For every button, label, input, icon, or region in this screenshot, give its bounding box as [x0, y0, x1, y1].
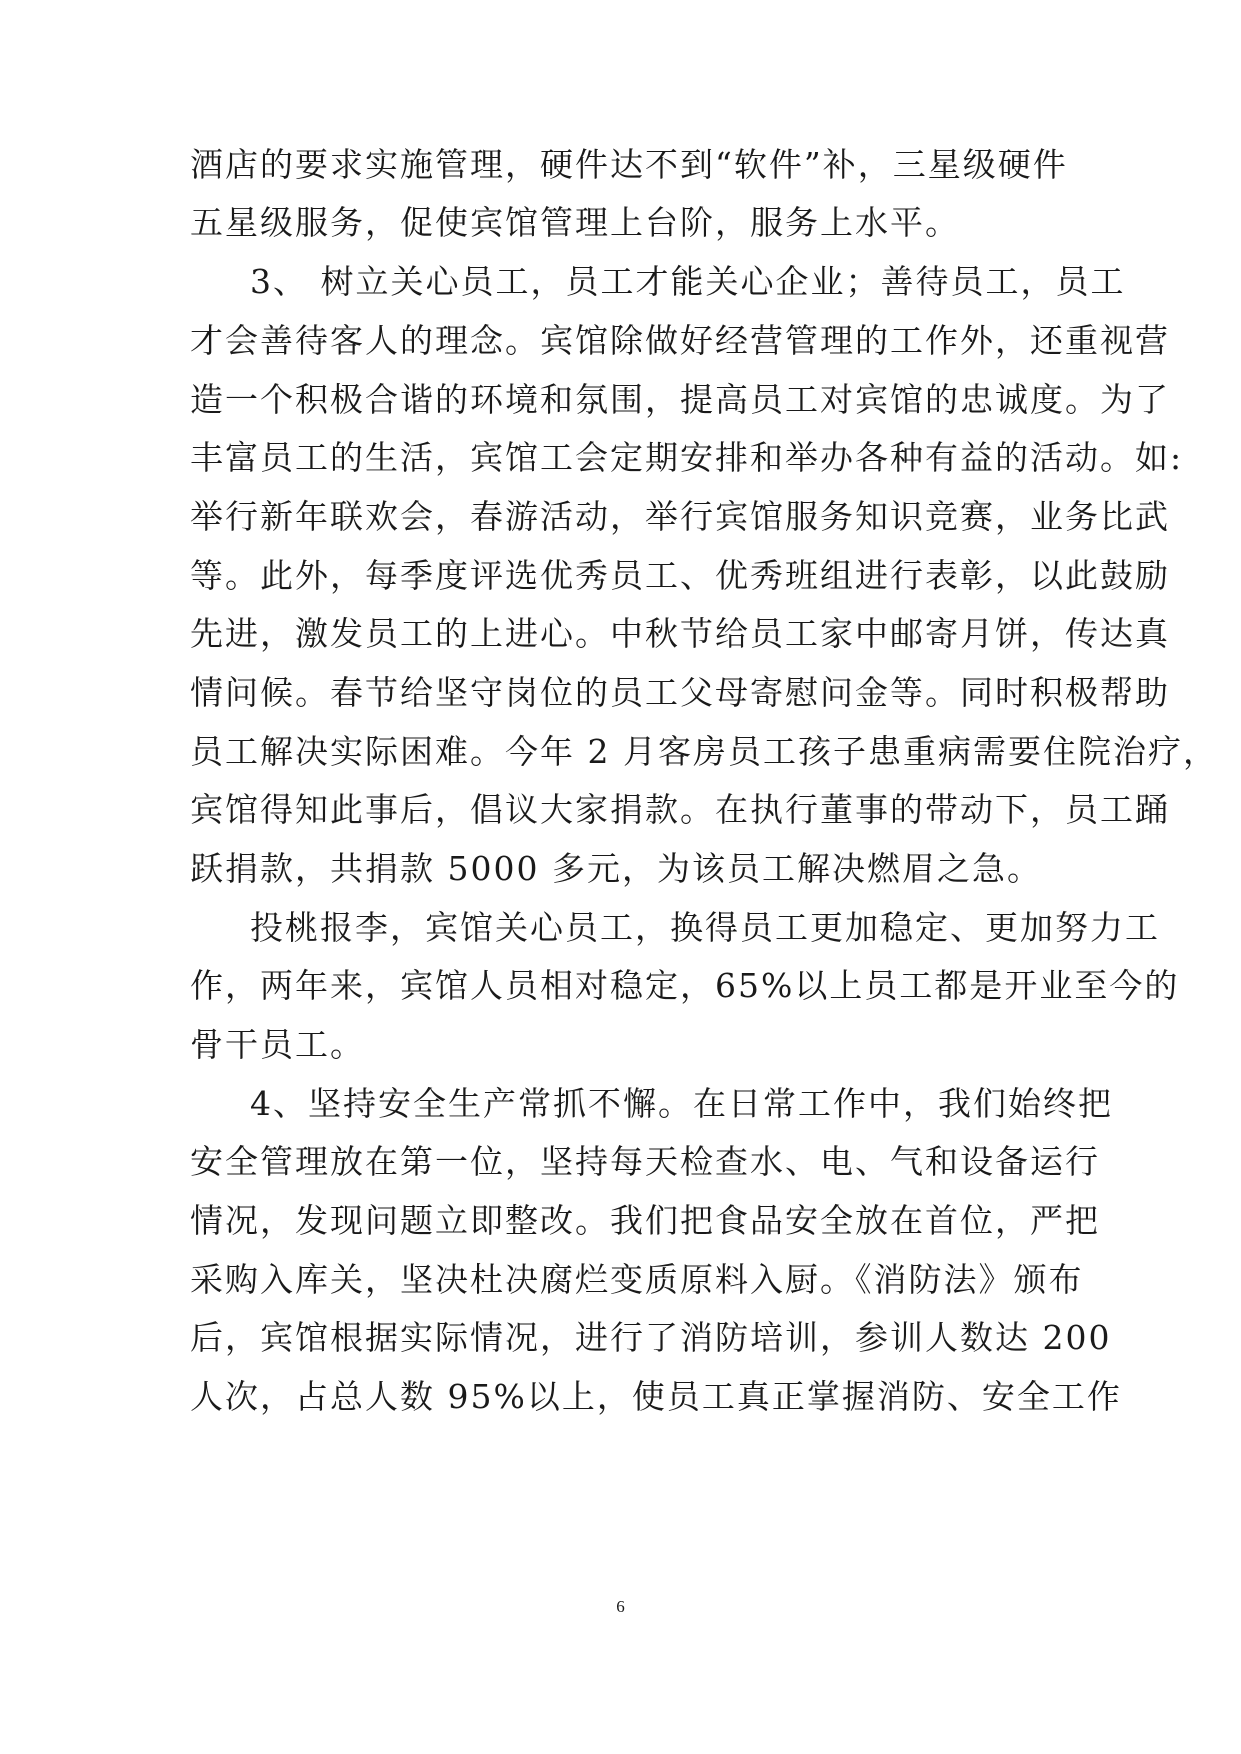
text-line: 丰富员工的生活，宾馆工会定期安排和举办各种有益的活动。如:	[190, 438, 1184, 477]
text-line: 等。此外，每季度评选优秀员工、优秀班组进行表彰，以此鼓励	[190, 556, 1170, 595]
text-line: 投桃报李，宾馆关心员工，换得员工更加稳定、更加努力工	[250, 908, 1160, 947]
text-line: 造一个积极合谐的环境和氛围，提高员工对宾馆的忠诚度。为了	[190, 380, 1170, 419]
text-line: 五星级服务，促使宾馆管理上台阶，服务上水平。	[190, 203, 960, 242]
text-line: 才会善待客人的理念。宾馆除做好经营管理的工作外，还重视营	[190, 321, 1170, 360]
text-line: 员工解决实际困难。今年 2 月客房员工孩子患重病需要住院治疗，	[190, 732, 1218, 771]
page-number: 6	[616, 1597, 625, 1616]
text-line: 后，宾馆根据实际情况，进行了消防培训，参训人数达 200	[190, 1318, 1112, 1357]
text-line: 酒店的要求实施管理，硬件达不到“软件”补，三星级硬件	[190, 145, 1068, 184]
text-line: 4、坚持安全生产常抓不懈。在日常工作中，我们始终把	[250, 1084, 1113, 1123]
text-line: 情况，发现问题立即整改。我们把食品安全放在首位，严把	[190, 1201, 1100, 1240]
text-line: 人次，占总人数 95%以上，使员工真正掌握消防、安全工作	[190, 1377, 1122, 1416]
text-line: 情问候。春节给坚守岗位的员工父母寄慰问金等。同时积极帮助	[190, 673, 1170, 712]
text-line: 骨干员工。	[190, 1025, 365, 1064]
text-line: 跃捐款，共捐款 5000 多元，为该员工解决燃眉之急。	[190, 849, 1042, 888]
text-line: 安全管理放在第一位，坚持每天检查水、电、气和设备运行	[190, 1142, 1100, 1181]
text-line: 3、 树立关心员工，员工才能关心企业；善待员工，员工	[250, 262, 1126, 301]
text-line: 作，两年来，宾馆人员相对稳定，65%以上员工都是开业至今的	[190, 966, 1180, 1005]
text-line: 采购入库关，坚决杜决腐烂变质原料入厨。《消防法》颁布	[190, 1260, 1084, 1299]
text-line: 宾馆得知此事后，倡议大家捐款。在执行董事的带动下，员工踊	[190, 790, 1170, 829]
text-line: 举行新年联欢会，春游活动，举行宾馆服务知识竞赛，业务比武	[190, 497, 1170, 536]
text-line: 先进，激发员工的上进心。中秋节给员工家中邮寄月饼，传达真	[190, 614, 1170, 653]
